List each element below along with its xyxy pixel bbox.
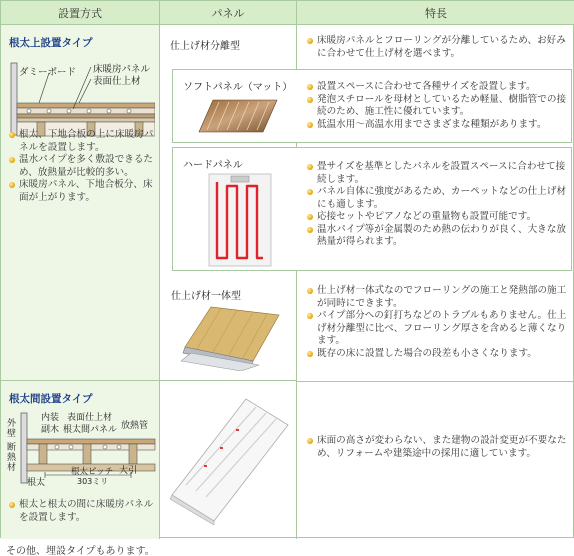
header-features: 特長 [297, 1, 574, 25]
label-sleeper: 大引 [119, 466, 138, 476]
list-item: 床暖房パネル、下地合板分、床面が上がります。 [9, 179, 155, 204]
list-item: 根太と根太の間に床暖房パネルを設置します。 [9, 499, 155, 524]
list-item: 応接セットやピアノなどの重量物も設置可能です。 [307, 211, 569, 224]
soft-points [307, 81, 569, 131]
label-surface-finish: 表面仕上材 [93, 76, 141, 87]
type-between-joist-title: 根太間設置タイプ [9, 393, 93, 405]
between-joist-feature-points [307, 435, 569, 460]
list-item: 設置スペースに合わせて各種サイズを設置します。 [307, 81, 569, 94]
header-panel: パネル [160, 1, 297, 25]
label-heat-pipe: 放熱管 [121, 421, 149, 431]
integrated-points [307, 285, 569, 360]
integrated-panel-image [181, 301, 281, 371]
list-item: 低温水用〜高温水用までさまざまな種類があります。 [307, 119, 569, 132]
between-joist-points [9, 499, 155, 524]
on-joist-points [9, 129, 155, 204]
label-exterior-wall: 外壁 [7, 419, 17, 439]
label-sub-timber: 副木 [41, 425, 60, 435]
list-item: 畳サイズを基準としたパネルを設置スペースに合わせて接続します。 [307, 161, 569, 186]
type-on-joist-title: 根太上設置タイプ [9, 37, 93, 49]
type-between-joist-cell [1, 381, 160, 539]
list-item: 既存の床に設置した場合の段差も小さくなります。 [307, 348, 569, 361]
type-on-joist-cell [1, 25, 160, 381]
label-joist: 根太 [27, 478, 46, 488]
label-surface-finish: 表面仕上材 [67, 413, 113, 423]
list-item: 床暖房パネルとフローリングが分離しているため、お好みに合わせて仕上げ材を選べます。 [307, 35, 569, 60]
header-installation-method: 設置方式 [1, 1, 160, 25]
panel-integrated-label: 仕上げ材一体型 [171, 291, 241, 302]
list-item: 根太、下地合板の上に床暖房パネルを設置します。 [9, 129, 155, 154]
panel-hard-label: ハードパネル [183, 160, 243, 171]
list-item: パネル自体に強度があるため、カーペットなどの仕上げ材にも適します。 [307, 186, 569, 211]
label-insulation: 断熱材 [7, 443, 17, 473]
footer-note: その他、埋設タイプもあります。 [6, 546, 155, 556]
label-joist-pitch: 根太ピッチ [71, 467, 114, 477]
label-joist-pitch-value: 303ミリ [77, 477, 109, 486]
list-item: パイプ部分への釘打ちなどのトラブルもありません。仕上げ材分離型に比べ、フローリング厚さを含めると薄くなります。 [307, 310, 569, 348]
list-item: 温水パイプを多く敷設できるため、放熱量が比較的多い。 [9, 154, 155, 179]
between-joist-panel-image [166, 395, 292, 525]
soft-panel-image [193, 96, 279, 136]
hard-points [307, 161, 569, 249]
hard-panel-image [205, 172, 275, 268]
list-item: 温水パイプ等が金属製のため熱の伝わりが良く、大きな放熱量が得られます。 [307, 224, 569, 249]
list-item: 床面の高さが変わらない、また建物の設計変更が不要なため、リフォームや建築途中の採用に適しています。 [307, 435, 569, 460]
panel-between-joist-cell [160, 381, 297, 539]
panel-soft-label: ソフトパネル（マット） [183, 82, 293, 93]
label-dummy-board: ダミーボード [19, 67, 77, 78]
label-interior: 内装 [41, 413, 60, 423]
label-between-joist-panel: 根太間パネル [63, 425, 118, 435]
label-heating-panel: 床暖房パネル [93, 64, 151, 75]
row-divider [297, 381, 574, 382]
list-item: 発泡スチロールを母材としているため軽量、樹脂管での接続のため、施工性に優れています。 [307, 94, 569, 119]
separate-points [307, 35, 569, 60]
feature-separate-cell [297, 25, 574, 69]
list-item: 仕上げ材一体式なのでフローリングの施工と発熱部の施工が同時にできます。 [307, 285, 569, 310]
panel-separate-label: 仕上げ材分離型 [170, 41, 240, 52]
